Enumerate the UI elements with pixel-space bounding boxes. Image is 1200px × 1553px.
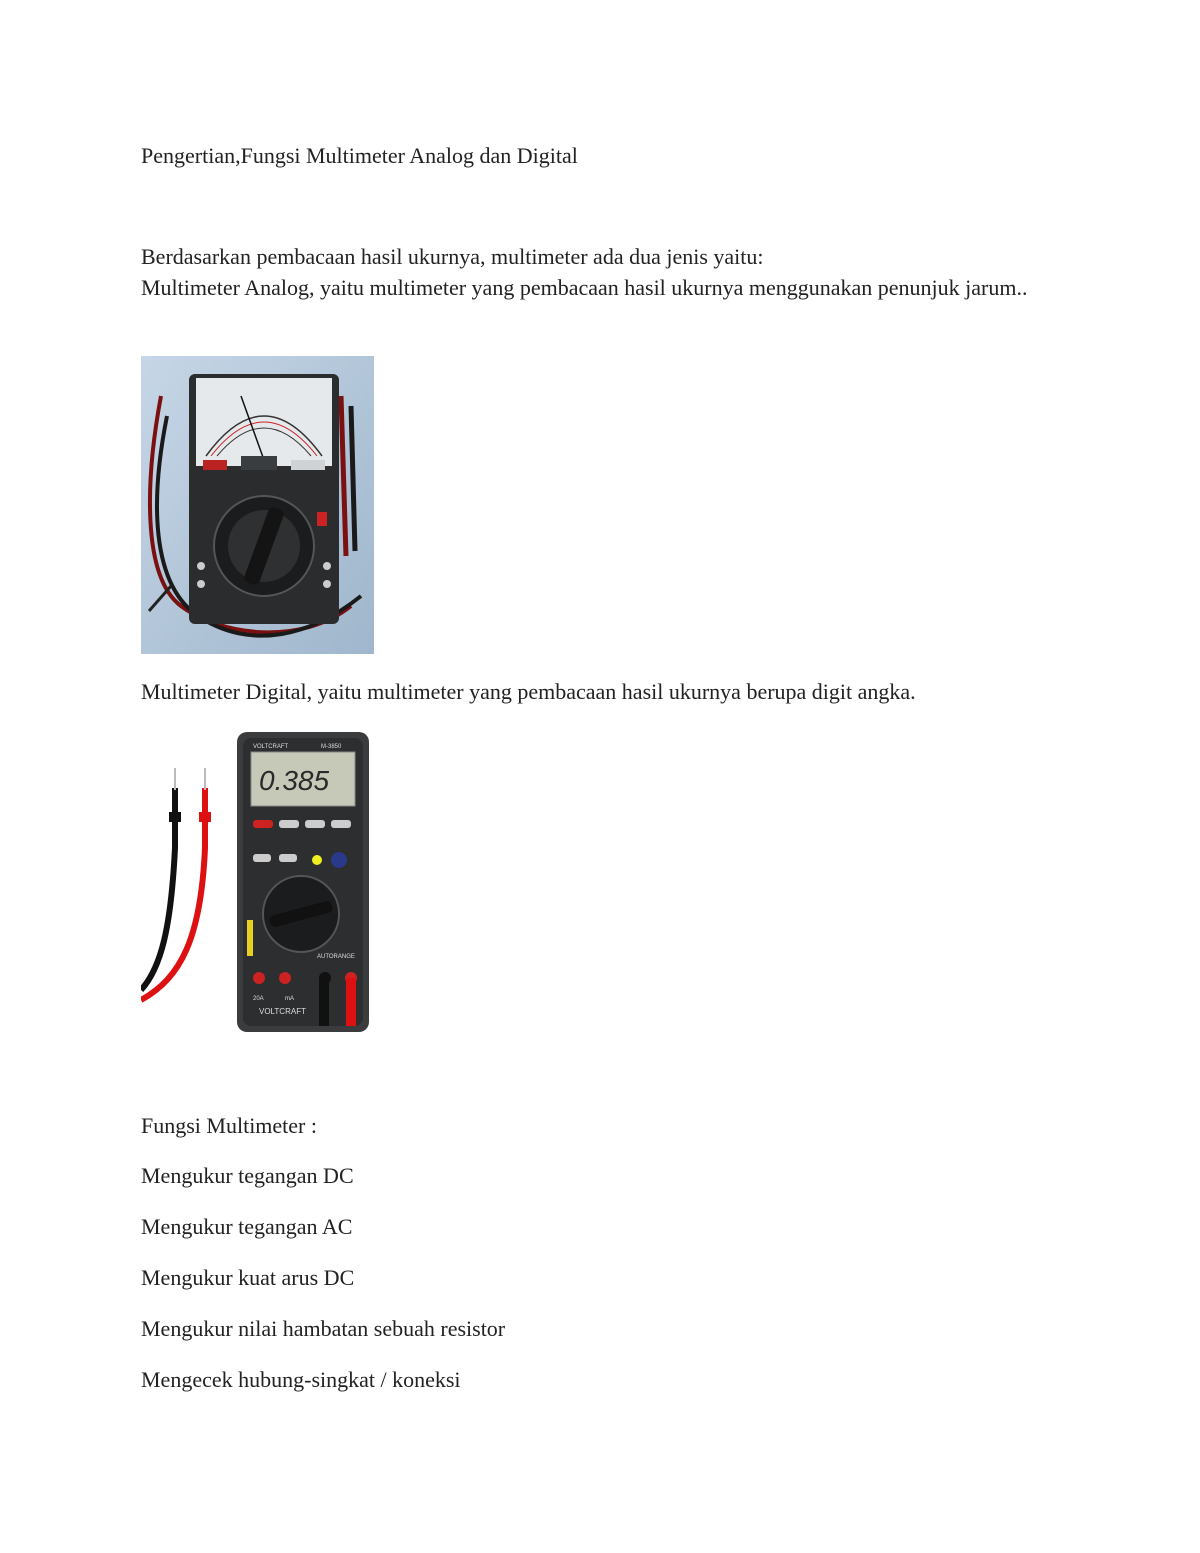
autorange-label: AUTORANGE: [317, 954, 355, 960]
lcd-reading: 0.385: [259, 765, 330, 796]
function-item: Mengukur kuat arus DC: [141, 1265, 355, 1290]
analog-multimeter-photo: [141, 356, 374, 654]
digital-multimeter-photo: [141, 728, 401, 1038]
page-title: Pengertian,Fungsi Multimeter Analog dan Digital: [141, 143, 578, 168]
model-top-label: M-3850: [321, 744, 342, 750]
intro-paragraph: Berdasarkan pembacaan hasil ukurnya, multimeter ada dua jenis yaitu:: [141, 244, 764, 269]
terminal-20a-label: 20A: [253, 996, 264, 1002]
function-item: Mengukur tegangan DC: [141, 1163, 354, 1188]
function-item: Mengukur tegangan AC: [141, 1214, 353, 1239]
terminal-ma-label: mA: [285, 996, 294, 1002]
function-item: Mengecek hubung-singkat / koneksi: [141, 1367, 461, 1392]
brand-bottom-label: VOLTCRAFT: [259, 1007, 306, 1016]
function-item: Mengukur nilai hambatan sebuah resistor: [141, 1316, 506, 1341]
functions-heading: Fungsi Multimeter :: [141, 1113, 317, 1138]
digital-description: Multimeter Digital, yaitu multimeter yang pembacaan hasil ukurnya berupa digit angka.: [141, 679, 916, 704]
analog-description: Multimeter Analog, yaitu multimeter yang pembacaan hasil ukurnya menggunakan penunjuk jarum..: [141, 275, 1028, 300]
brand-top-label: VOLTCRAFT: [253, 744, 289, 750]
